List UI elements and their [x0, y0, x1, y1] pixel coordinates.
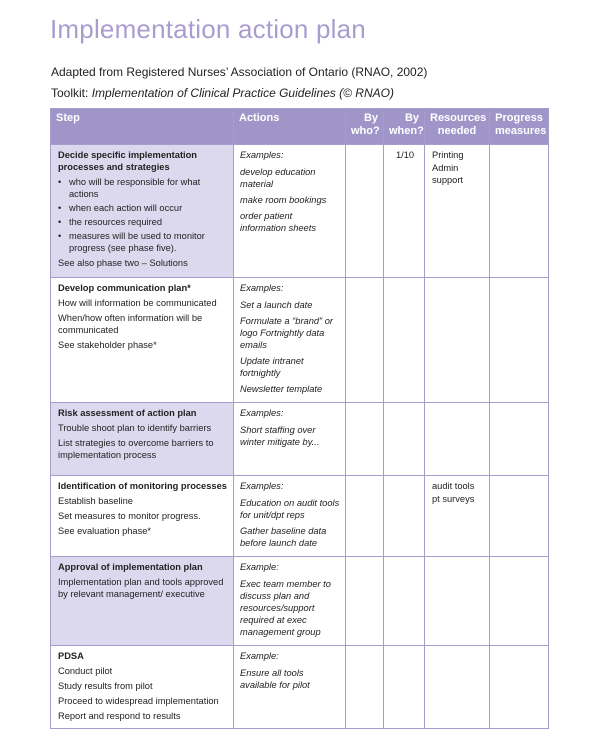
actions-label: Examples: [240, 408, 284, 418]
header-progress [490, 109, 549, 145]
progress-cell [490, 476, 549, 557]
action-plan-table [50, 108, 549, 729]
header-by-who-line1: By [363, 112, 378, 124]
actions-label: Example: [240, 562, 279, 572]
action-item: Education on audit tools for unit/dpt reps [240, 498, 340, 520]
resources-cell [425, 476, 490, 557]
header-by-when [384, 109, 425, 145]
header-resources-line1: Resources [430, 112, 487, 124]
step-bullet: • measures will be used to monitor progress (see phase five). [69, 230, 228, 254]
step-title: Decide specific implementation processes and strategies [58, 150, 197, 172]
table-row [51, 646, 549, 729]
table-row [51, 557, 549, 646]
step-bullet: • who will be responsible for what actions [69, 176, 228, 200]
header-by-who [346, 109, 384, 145]
resources-cell [425, 557, 490, 646]
resource-item: audit tools [432, 481, 475, 491]
actions-label: Examples: [240, 283, 284, 293]
actions-cell [234, 278, 346, 403]
step-line: Establish baseline [58, 496, 133, 506]
table-row [51, 145, 549, 278]
header-resources [425, 109, 490, 145]
header-progress-line2: measures [495, 125, 547, 137]
step-line: Conduct pilot [58, 666, 113, 676]
actions-cell [234, 403, 346, 476]
step-line: See evaluation phase* [58, 526, 152, 536]
header-actions: Actions [234, 109, 346, 145]
action-item: make room bookings [240, 195, 327, 205]
progress-cell [490, 403, 549, 476]
action-item: Exec team member to discuss plan and resources/support required at exec management group [240, 579, 331, 637]
actions-cell [234, 145, 346, 278]
progress-cell [490, 278, 549, 403]
step-note: See also phase two – Solutions [58, 258, 188, 268]
step-cell [51, 403, 234, 476]
by-who-cell [346, 557, 384, 646]
by-when-cell [384, 145, 425, 278]
step-title: Develop communication plan* [58, 283, 191, 293]
step-line: When/how often information will be communicated [58, 313, 203, 335]
action-item: Newsletter template [240, 384, 323, 394]
actions-label: Examples: [240, 481, 284, 491]
resources-cell [425, 403, 490, 476]
action-item: Update intranet fortnightly [240, 356, 304, 378]
step-cell [51, 646, 234, 729]
by-when-cell [384, 476, 425, 557]
step-line: Set measures to monitor progress. [58, 511, 201, 521]
actions-cell [234, 646, 346, 729]
step-line: List strategies to overcome barriers to implementation process [58, 438, 214, 460]
actions-label: Example: [240, 651, 279, 661]
action-item: Gather baseline data before launch date [240, 526, 327, 548]
by-who-cell [346, 278, 384, 403]
by-who-cell [346, 145, 384, 278]
by-when-cell [384, 557, 425, 646]
action-item: Set a launch date [240, 300, 313, 310]
step-line: See stakeholder phase* [58, 340, 157, 350]
toolkit-title: Implementation of Clinical Practice Guidelines (© RNAO) [91, 86, 394, 100]
adapted-line: Adapted from Registered Nurses’ Association of Ontario (RNAO, 2002) [51, 65, 428, 79]
by-when-cell [384, 403, 425, 476]
progress-cell [490, 646, 549, 729]
by-when-value: 1/10 [395, 150, 415, 160]
header-step: Step [51, 109, 234, 145]
table-header-row [51, 109, 549, 145]
step-cell [51, 476, 234, 557]
page-title: Implementation action plan [50, 14, 366, 44]
header-by-who-line2: who? [351, 125, 380, 137]
header-by-when-line1: By [404, 112, 419, 124]
by-when-cell [384, 646, 425, 729]
action-item: Short staffing over winter mitigate by... [240, 425, 320, 447]
resources-cell [425, 145, 490, 278]
table-row [51, 476, 549, 557]
action-item: develop education material [240, 167, 316, 189]
header-by-when-line2: when? [389, 125, 424, 137]
toolkit-prefix: Toolkit: [51, 86, 92, 100]
step-title: PDSA [58, 651, 84, 661]
resources-cell [425, 278, 490, 403]
by-who-cell [346, 403, 384, 476]
step-line: Study results from pilot [58, 681, 153, 691]
table-row [51, 403, 549, 476]
step-title: Approval of implementation plan [58, 562, 203, 572]
header-progress-line1: Progress [495, 112, 543, 124]
by-who-cell [346, 476, 384, 557]
by-when-cell [384, 278, 425, 403]
by-who-cell [346, 646, 384, 729]
step-bullet: • when each action will occur [69, 202, 228, 214]
resource-item: Admin support [432, 163, 464, 185]
step-line: How will information be communicated [58, 298, 217, 308]
table-row [51, 278, 549, 403]
header-resources-line2: needed [437, 125, 477, 137]
action-item: Ensure all tools available for pilot [240, 668, 310, 690]
resource-item: pt surveys [432, 494, 475, 504]
resource-item: Printing [432, 150, 464, 160]
step-title: Risk assessment of action plan [58, 408, 197, 418]
actions-label: Examples: [240, 150, 284, 160]
toolkit-line [51, 86, 394, 100]
step-bullet-list [58, 176, 228, 254]
step-cell [51, 557, 234, 646]
action-item: order patient information sheets [240, 211, 316, 233]
step-cell [51, 278, 234, 403]
progress-cell [490, 145, 549, 278]
step-title: Identification of monitoring processes [58, 481, 227, 491]
step-line: Report and respond to results [58, 711, 181, 721]
progress-cell [490, 557, 549, 646]
step-line: Proceed to widespread implementation [58, 696, 219, 706]
step-bullet: • the resources required [69, 216, 228, 228]
action-item: Formulate a “brand” or logo Fortnightly data emails [240, 316, 334, 350]
step-line: Implementation plan and tools approved by relevant management/ executive [58, 577, 224, 599]
step-line: Trouble shoot plan to identify barriers [58, 423, 212, 433]
actions-cell [234, 476, 346, 557]
actions-cell [234, 557, 346, 646]
resources-cell [425, 646, 490, 729]
step-cell [51, 145, 234, 278]
